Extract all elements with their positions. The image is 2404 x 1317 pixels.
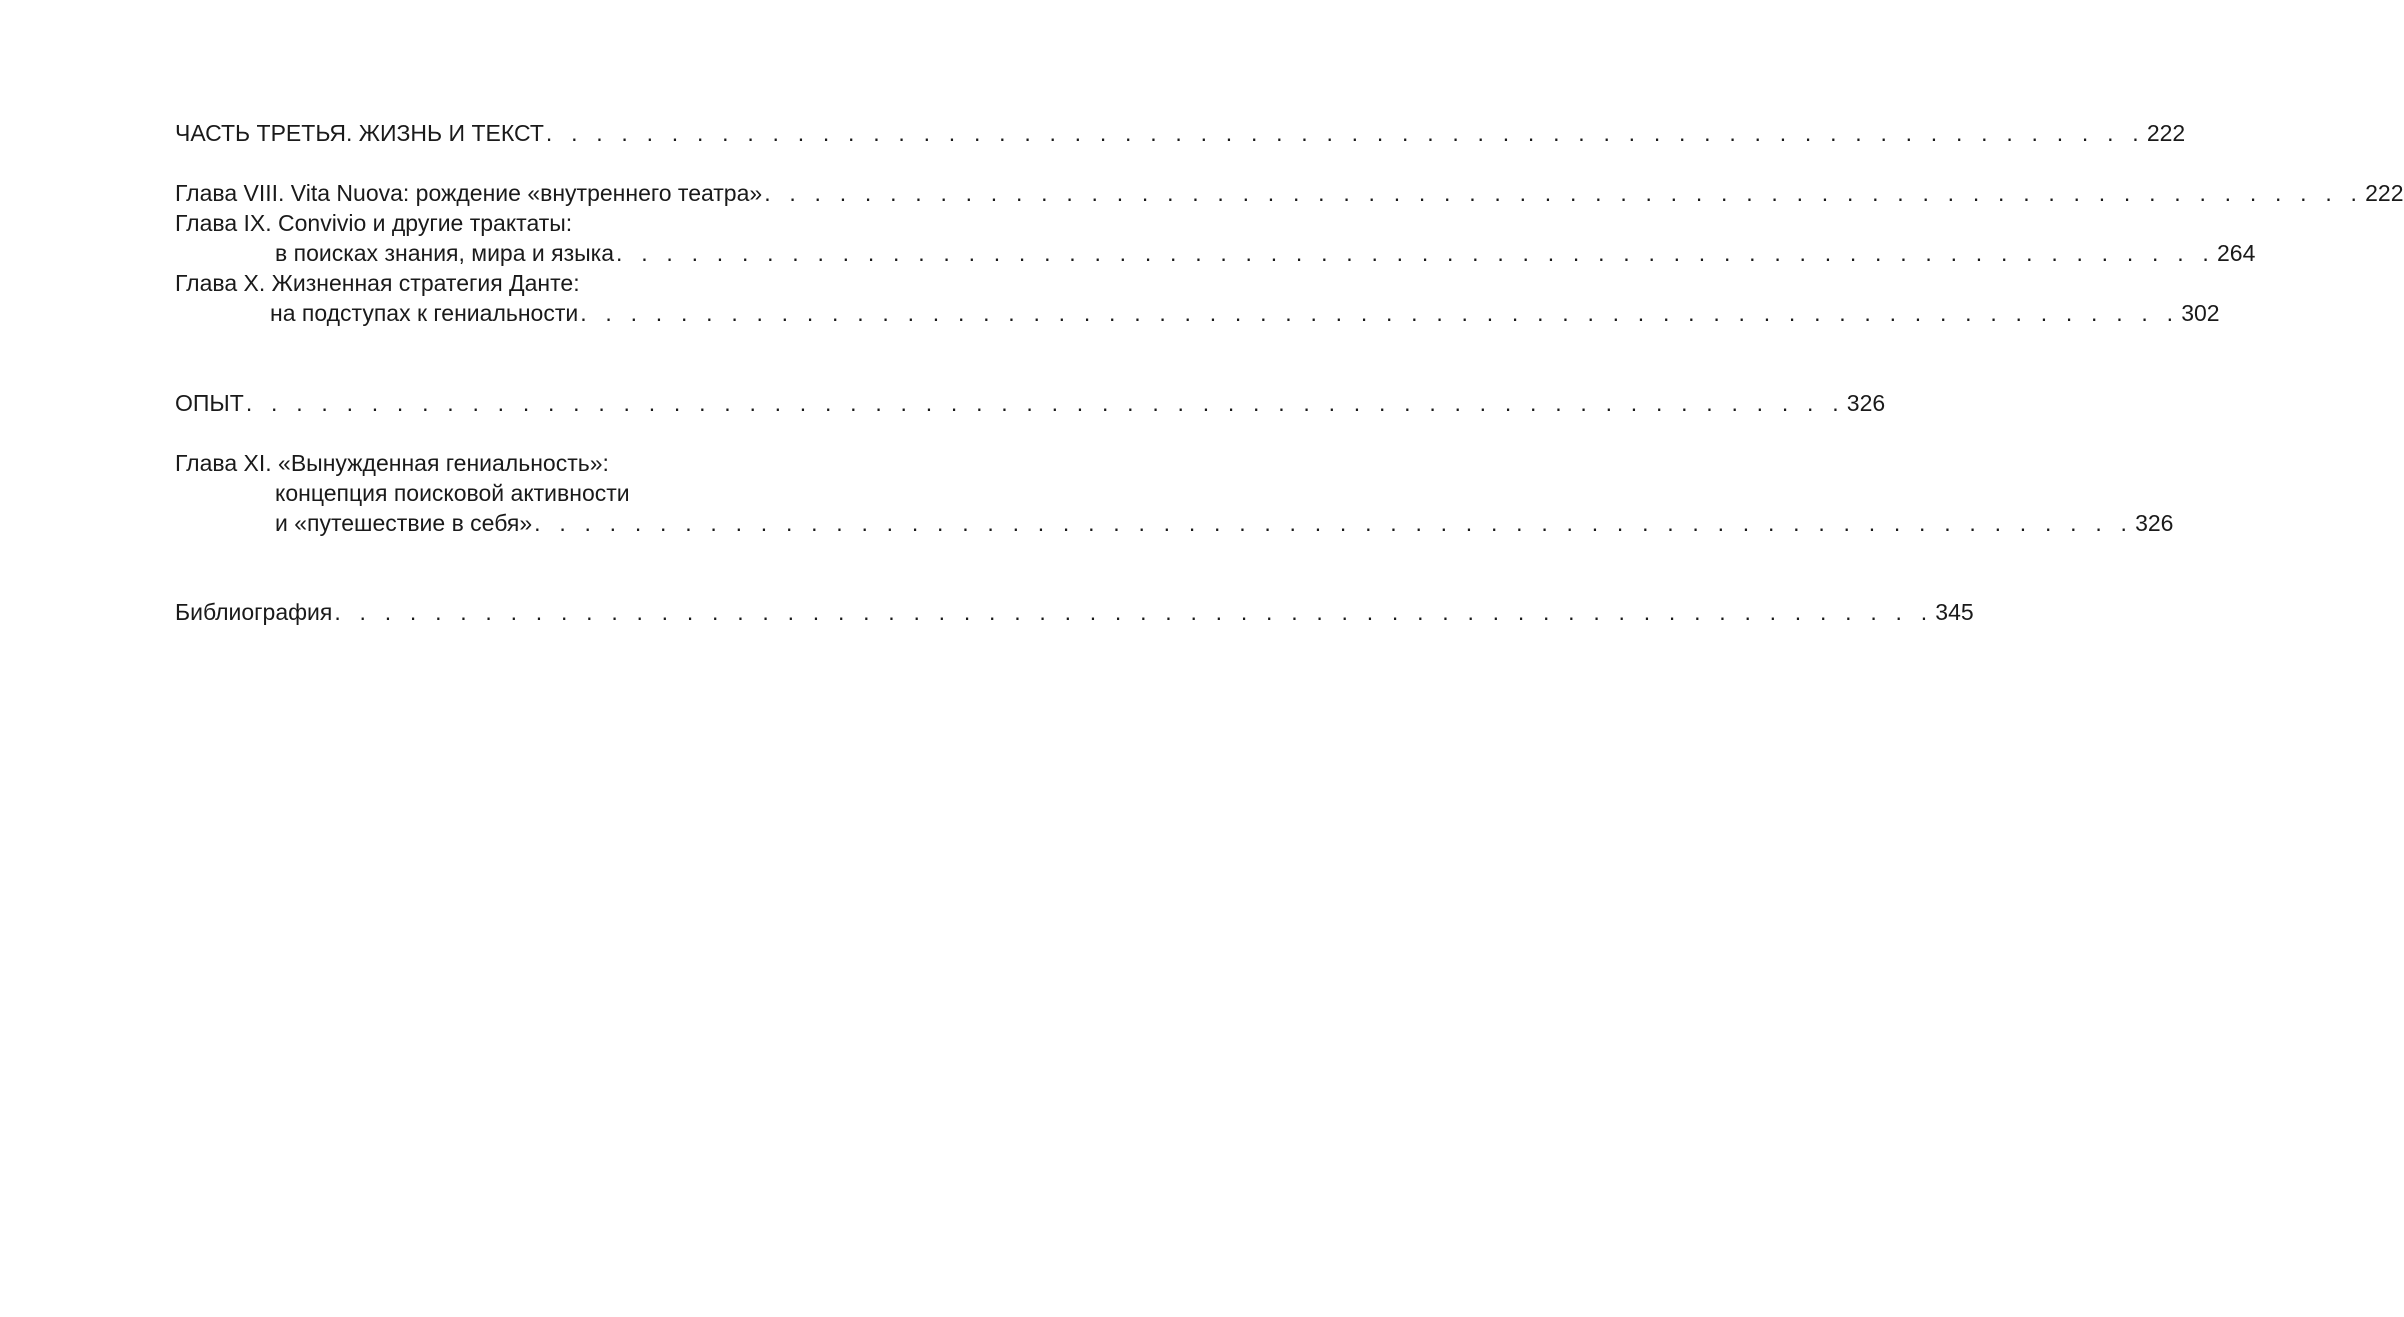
toc-entry-title: в поисках знания, мира и языка <box>275 240 615 266</box>
toc-entry-chapter-11-line1[interactable] <box>175 448 849 478</box>
toc-entry-title: Глава X. Жизненная стратегия Данте: <box>175 270 580 296</box>
dot-leader: . . . . . . . . . . . . . . . . . . . . . . . . . . . . . . . . . . . . . . . . . . . . . . . . . . . . . . . . . . . . . . . . <box>245 390 1845 416</box>
toc-entry-bibliography[interactable] <box>175 597 1974 627</box>
dot-leader: . . . . . . . . . . . . . . . . . . . . . . . . . . . . . . . . . . . . . . . . . . . . . . . . . . . . . . . . . . . . . . . . <box>545 120 2145 146</box>
toc-page-number: 302 <box>2181 300 2220 326</box>
dot-leader: . . . . . . . . . . . . . . . . . . . . . . . . . . . . . . . . . . . . . . . . . . . . . . . . . . . . . . . . . . . . . . . . <box>334 599 1934 625</box>
toc-entry-title: и «путешествие в себя» <box>275 510 533 536</box>
toc-entry-chapter-10-line2[interactable] <box>270 298 2220 328</box>
dot-leader: . . . . . . . . . . . . . . . . . . . . . . . . . . . . . . . . . . . . . . . . . . . . . . . . . . . . . . . . . . . . . . . . <box>580 300 2180 326</box>
toc-entry-chapter-9-line2[interactable] <box>275 238 2256 268</box>
toc-entry-title: Глава VIII. Vita Nuova: рождение «внутреннего театра» <box>175 180 763 206</box>
toc-entry-title: на подступах к гениальности <box>270 300 579 326</box>
toc-entry-chapter-8[interactable] <box>175 178 2404 208</box>
toc-entry-chapter-11-line2[interactable] <box>275 478 849 508</box>
toc-page-number: 345 <box>1935 599 1974 625</box>
toc-entry-title: ОПЫТ <box>175 390 244 416</box>
toc-entry-title: ЧАСТЬ ТРЕТЬЯ. ЖИЗНЬ И ТЕКСТ <box>175 120 544 146</box>
toc-entry-chapter-9-line1[interactable] <box>175 208 849 238</box>
toc-entry-chapter-10-line1[interactable] <box>175 268 849 298</box>
toc-page-number: 326 <box>2135 510 2174 536</box>
toc-entry-title: Библиография <box>175 599 333 625</box>
toc-page-number: 264 <box>2217 240 2256 266</box>
toc-entry-title: Глава XI. «Вынужденная гениальность»: <box>175 450 609 476</box>
dot-leader: . . . . . . . . . . . . . . . . . . . . . . . . . . . . . . . . . . . . . . . . . . . . . . . . . . . . . . . . . . . . . . . . <box>764 180 2364 206</box>
toc-page-number: 222 <box>2365 180 2404 206</box>
dot-leader: . . . . . . . . . . . . . . . . . . . . . . . . . . . . . . . . . . . . . . . . . . . . . . . . . . . . . . . . . . . . . . . . <box>616 240 2215 266</box>
toc-page-number: 326 <box>1846 390 1886 416</box>
toc-entry-chapter-11-line3[interactable] <box>275 508 2174 538</box>
toc-entry-title: Глава IX. Convivio и другие трактаты: <box>175 210 573 236</box>
dot-leader: . . . . . . . . . . . . . . . . . . . . . . . . . . . . . . . . . . . . . . . . . . . . . . . . . . . . . . . . . . . . . . . . <box>534 510 2134 536</box>
toc-page-number: 222 <box>2146 120 2186 146</box>
toc-entry-part-three[interactable] <box>175 118 2186 148</box>
toc-entry-title: концепция поисковой активности <box>275 480 630 506</box>
toc-entry-experience[interactable] <box>175 388 1886 418</box>
